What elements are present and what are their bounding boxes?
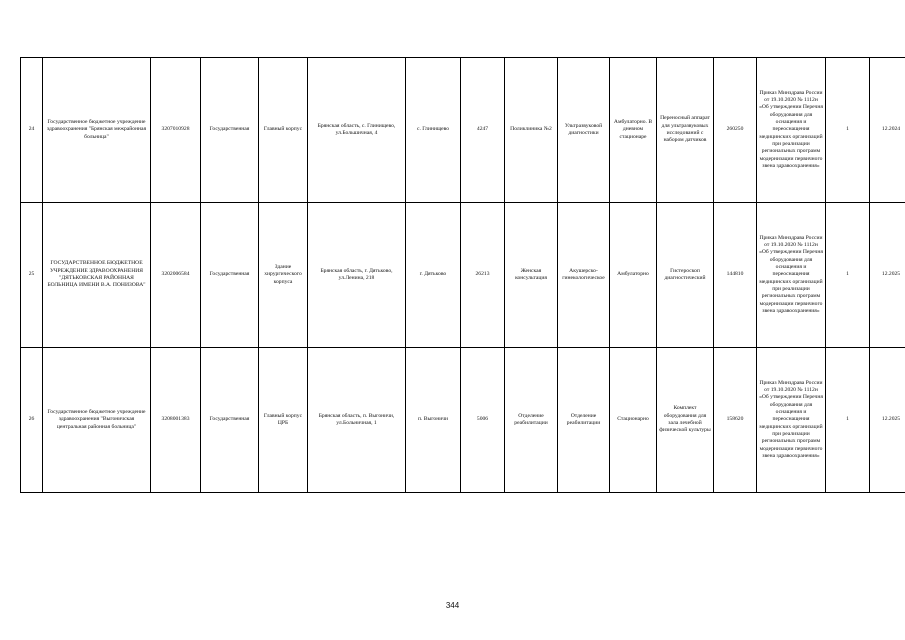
- population-cell: 5006: [461, 348, 505, 493]
- building-cell: Главный корпус ЦРБ: [259, 348, 308, 493]
- ownership-cell: Государственная: [201, 203, 259, 348]
- table-row: [21, 58, 905, 203]
- table-row: [21, 203, 905, 348]
- locality-cell: г. Дятьково: [406, 203, 461, 348]
- table-row: [21, 348, 905, 493]
- quantity-cell: 1: [826, 348, 870, 493]
- address-cell: Брянская область, с. Глинищево, ул.Большичная, 4: [308, 58, 406, 203]
- ownership-cell: Государственная: [201, 348, 259, 493]
- equipment-code-cell: 260250: [714, 58, 757, 203]
- legal-basis-cell: Приказ Минздрава России от 19.10.2020 № 1112н «Об утверждении Перечня оборудования для оснащения и переоснащения медицинских организаций при реализации региональных программ модернизации первичного звена здравоохранения»: [757, 58, 826, 203]
- equipment-cell: Переносный аппарат для ультразвуковых исследований с набором датчиков: [657, 58, 714, 203]
- department-cell: Поликлиника №2: [505, 58, 558, 203]
- equipment-code-cell: 158620: [714, 348, 757, 493]
- equipment-cell: Гистероскоп диагностический: [657, 203, 714, 348]
- profile-cell: Отделение реабилитации: [558, 348, 610, 493]
- legal-basis-cell: Приказ Минздрава России от 19.10.2020 № 1112н «Об утверждении Перечня оборудования для оснащения и переоснащения медицинских организаций при реализации региональных программ модернизации первичного звена здравоохранения»: [757, 203, 826, 348]
- organization-cell: Государственное бюджетное учреждение здравоохранения "Брянская межрайонная больница": [43, 58, 151, 203]
- inn-cell: 3202006584: [151, 203, 201, 348]
- page-number: 344: [445, 601, 460, 610]
- profile-cell: Акушерско-гинекологическое: [558, 203, 610, 348]
- equipment-code-cell: 144810: [714, 203, 757, 348]
- organization-cell: Государственное бюджетное учреждение здравоохранения "Выгоничская центральная районная больница": [43, 348, 151, 493]
- locality-cell: п. Выгоничи: [406, 348, 461, 493]
- date-cell: 12.2024: [870, 58, 905, 203]
- address-cell: Брянская область, п. Выгоничи, ул.Больничная, 1: [308, 348, 406, 493]
- equipment-cell: Комплект оборудования для зала лечебной физической культуры: [657, 348, 714, 493]
- table-body: [21, 58, 905, 493]
- date-cell: 12.2025: [870, 203, 905, 348]
- population-cell: 4247: [461, 58, 505, 203]
- legal-basis-cell: Приказ Минздрава России от 19.10.2020 № 1112н «Об утверждении Перечня оборудования для оснащения и переоснащения медицинских организаций при реализации региональных программ модернизации первичного звена здравоохранения»: [757, 348, 826, 493]
- inn-cell: 3208001383: [151, 348, 201, 493]
- conditions-cell: Стационарно: [610, 348, 657, 493]
- department-cell: Женская консультация: [505, 203, 558, 348]
- inn-cell: 3207010928: [151, 58, 201, 203]
- building-cell: Здание хирургического корпуса: [259, 203, 308, 348]
- locality-cell: с. Глинищево: [406, 58, 461, 203]
- organization-cell: ГОСУДАРСТВЕННОЕ БЮДЖЕТНОЕ УЧРЕЖДЕНИЕ ЗДРАВООХРАНЕНИЯ "ДЯТЬКОВСКАЯ РАЙОННАЯ БОЛЬНИЦА ИМЕНИ В.А. ПОНИЗОВА": [43, 203, 151, 348]
- address-cell: Брянская область, г. Дятьково, ул.Ленина, 218: [308, 203, 406, 348]
- building-cell: Главный корпус: [259, 58, 308, 203]
- quantity-cell: 1: [826, 203, 870, 348]
- row-number-cell: 26: [21, 348, 43, 493]
- profile-cell: Ультразвуковой диагностики: [558, 58, 610, 203]
- row-number-cell: 25: [21, 203, 43, 348]
- equipment-register-table: [20, 57, 905, 493]
- conditions-cell: Амбулаторно: [610, 203, 657, 348]
- row-number-cell: 24: [21, 58, 43, 203]
- quantity-cell: 1: [826, 58, 870, 203]
- population-cell: 26213: [461, 203, 505, 348]
- conditions-cell: Амбулаторно. В дневном стационаре: [610, 58, 657, 203]
- ownership-cell: Государственная: [201, 58, 259, 203]
- department-cell: Отделение реабилитации: [505, 348, 558, 493]
- date-cell: 12.2025: [870, 348, 905, 493]
